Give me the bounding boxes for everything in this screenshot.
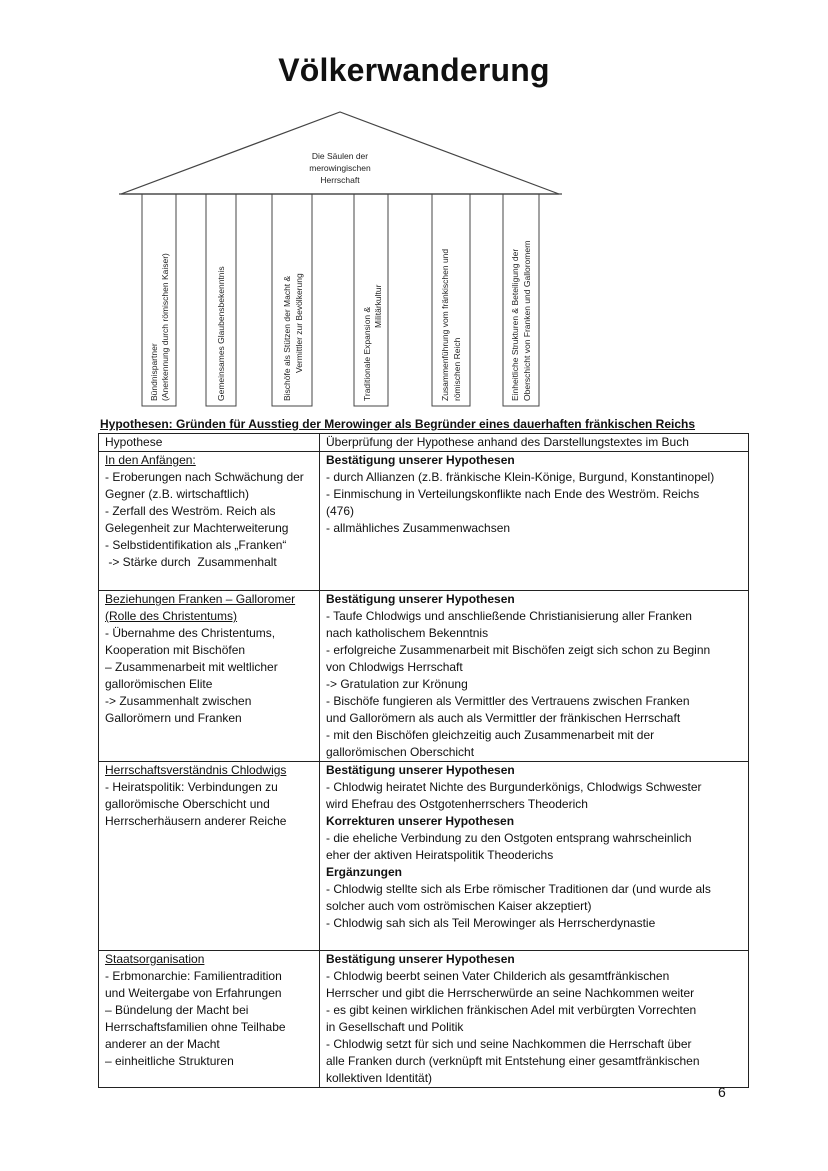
hypotheses-table (98, 433, 749, 1088)
pillar-3 (272, 194, 312, 406)
hypothesis-heading: In den Anfängen: (105, 453, 196, 467)
hypothesis-cell (99, 951, 320, 1088)
roof-text-line-1: Die Säulen der (311, 151, 369, 161)
header-review: Überprüfung der Hypothese anhand des Darstellungstextes im Buch (320, 434, 749, 452)
hypothesis-line: und Weitergabe von Erfahrungen (105, 986, 282, 1000)
pillar-5 (432, 194, 470, 406)
hypothesis-line: gallorömische Oberschicht und (105, 797, 270, 811)
pillar-2-line-1: Gemeinsames Glaubensbekenntnis (216, 266, 226, 401)
review-line: - Einmischung in Verteilungskonflikte nach Ende des Weström. Reichs (326, 487, 700, 501)
hypothesis-line: - Zerfall des Weström. Reich als (105, 504, 276, 518)
hypothesis-cell (99, 452, 320, 591)
pillar-3-line-2: Vermittler zur Bevölkerung (294, 273, 304, 373)
review-line: - die eheliche Verbindung zu den Ostgoten entsprang wahrscheinlich (326, 831, 692, 845)
review-line: in Gesellschaft und Politik (326, 1020, 464, 1034)
pillar-2 (206, 194, 236, 406)
review-line: - es gibt keinen wirklichen fränkischen Adel mit verbürgten Vorrechten (326, 1003, 697, 1017)
review-line: kollektiven Identität) (326, 1071, 433, 1085)
review-line: gallorömischen Oberschicht (326, 745, 475, 759)
pillar-5-line-2: römischen Reich (452, 337, 462, 401)
review-line: alle Franken durch (verknüpft mit Entstehung einer gesamtfränkischen (326, 1054, 700, 1068)
review-line: - erfolgreiche Zusammenarbeit mit Bischöfen zeigt sich schon zu Beginn (326, 643, 711, 657)
review-line: - Chlodwig beerbt seinen Vater Childerich als gesamtfränkischen (326, 969, 670, 983)
table-row (99, 591, 749, 762)
hypothesis-heading: Beziehungen Franken – Galloromer (105, 592, 296, 606)
review-line: nach katholischem Bekenntnis (326, 626, 489, 640)
review-line: Herrscher und gibt die Herrscherwürde an seine Nachkommen weiter (326, 986, 695, 1000)
hypothesis-line: gallorömischen Elite (105, 677, 213, 691)
hypothesis-line: – Bündelung der Macht bei (105, 1003, 249, 1017)
pillar-5-line-1: Zusammenführung vom fränkischen und (440, 248, 450, 401)
hypothesis-line: Gelegenheit zur Machterweiterung (105, 521, 289, 535)
hypothesis-cell (99, 762, 320, 951)
review-line: - Bischöfe fungieren als Vermittler des Vertrauens zwischen Franken (326, 694, 690, 708)
review-subheading: Korrekturen unserer Hypothesen (326, 814, 515, 828)
review-line: solcher auch vom oströmischen Kaiser akzeptiert) (326, 899, 592, 913)
review-subheading: Bestätigung unserer Hypothesen (326, 952, 515, 966)
pillar-4-line-1: Traditionale Expansion & (362, 306, 372, 401)
review-line: - Taufe Chlodwigs und anschließende Christianisierung aller Franken (326, 609, 692, 623)
review-line: wird Ehefrau des Ostgotenherrschers Theoderich (326, 797, 588, 811)
hypothesis-line: - Übernahme des Christentums, (105, 626, 276, 640)
review-line: - mit den Bischöfen gleichzeitig auch Zusammenarbeit mit der (326, 728, 655, 742)
hypothesis-heading: Herrschaftsverständnis Chlodwigs (105, 763, 287, 777)
pillar-6 (503, 194, 539, 406)
review-subheading: Bestätigung unserer Hypothesen (326, 592, 515, 606)
pillar-3-line-1: Bischöfe als Stützen der Macht & (282, 275, 292, 401)
hypothesis-heading: Staatsorganisation (105, 952, 205, 966)
section-heading: Hypothesen: Gründen für Ausstieg der Merowinger als Begründer eines dauerhaften fränkischen Reichs (100, 417, 696, 431)
review-line: - Chlodwig setzt für sich und seine Nachkommen die Herrschaft über (326, 1037, 692, 1051)
table-row (99, 762, 749, 951)
hypothesis-cell (99, 591, 320, 762)
table-header-row (99, 434, 749, 452)
review-line: - Chlodwig sah sich als Teil Merowinger als Herrscherdynastie (326, 916, 656, 930)
review-line: von Chlodwigs Herrschaft (326, 660, 463, 674)
review-cell (320, 591, 749, 762)
page-number: 6 (718, 1084, 726, 1100)
pillar-6-line-2: Oberschicht von Franken und Galloromern (522, 240, 532, 401)
header-hypothesis: Hypothese (99, 434, 320, 452)
review-line: - allmähliches Zusammenwachsen (326, 521, 511, 535)
roof-text-line-3: Herrschaft (320, 175, 360, 185)
hypothesis-line: - Selbstidentifikation als „Franken“ (105, 538, 287, 552)
review-line: - Chlodwig stellte sich als Erbe römischer Traditionen dar (und wurde als (326, 882, 711, 896)
pillar-1-line-2: (Anerkennung durch römischen Kaiser) (160, 253, 170, 401)
page-title: Völkerwanderung (278, 52, 550, 88)
review-cell (320, 452, 749, 591)
hypothesis-line: Gallorömern und Franken (105, 711, 242, 725)
table-row (99, 452, 749, 591)
review-line: eher der aktiven Heiratspolitik Theoderichs (326, 848, 554, 862)
hypothesis-line: – Zusammenarbeit mit weltlicher (105, 660, 278, 674)
review-line: - Chlodwig heiratet Nichte des Burgunderkönigs, Chlodwigs Schwester (326, 780, 702, 794)
review-subheading: Bestätigung unserer Hypothesen (326, 763, 515, 777)
hypothesis-heading: (Rolle des Christentums) (105, 609, 238, 623)
table-row (99, 951, 749, 1088)
pillar-1-line-1: Bündnispartner (149, 343, 159, 401)
review-line: - durch Allianzen (z.B. fränkische Klein-Könige, Burgund, Konstantinopel) (326, 470, 715, 484)
hypothesis-line: Herrscherhäusern anderer Reiche (105, 814, 287, 828)
pillar-6-line-1: Einheitliche Strukturen & Beteiligung der (510, 248, 520, 401)
review-cell (320, 762, 749, 951)
hypothesis-line: -> Zusammenhalt zwischen (105, 694, 252, 708)
review-line: und Gallorömern als auch als Vermittler der fränkischen Herrschaft (326, 711, 681, 725)
review-subheading: Bestätigung unserer Hypothesen (326, 453, 515, 467)
review-line: (476) (326, 504, 355, 518)
pillar-4-line-2: Militärkultur (373, 284, 383, 328)
hypothesis-line: -> Stärke durch Zusammenhalt (105, 555, 277, 569)
pillar-1 (142, 194, 176, 406)
hypothesis-line: - Eroberungen nach Schwächung der (105, 470, 304, 484)
hypothesis-line: anderer an der Macht (105, 1037, 220, 1051)
pillars-diagram (118, 105, 563, 415)
hypothesis-line: Gegner (z.B. wirtschaftlich) (105, 487, 250, 501)
review-cell (320, 951, 749, 1088)
review-subheading: Ergänzungen (326, 865, 403, 879)
hypothesis-line: – einheitliche Strukturen (105, 1054, 234, 1068)
review-line: -> Gratulation zur Krönung (326, 677, 468, 691)
hypothesis-line: Kooperation mit Bischöfen (105, 643, 246, 657)
hypothesis-line: Herrschaftsfamilien ohne Teilhabe (105, 1020, 286, 1034)
hypothesis-line: - Heiratspolitik: Verbindungen zu (105, 780, 278, 794)
hypothesis-line: - Erbmonarchie: Familientradition (105, 969, 282, 983)
roof-text-line-2: merowingischen (309, 163, 371, 173)
pillar-4 (354, 194, 388, 406)
